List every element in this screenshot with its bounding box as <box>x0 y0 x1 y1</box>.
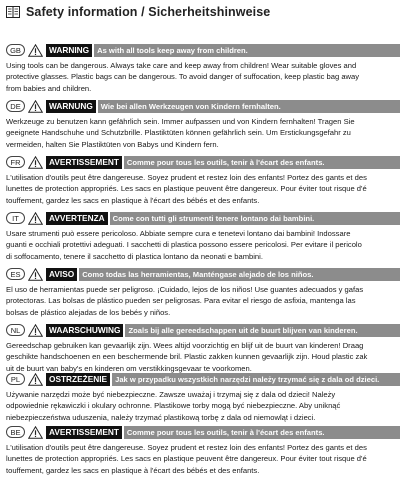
body-line: from babies and children. <box>6 83 92 93</box>
section-header <box>6 154 400 170</box>
section-body <box>6 284 400 318</box>
section-header <box>6 266 400 282</box>
section-body <box>6 228 400 262</box>
section-body <box>6 172 400 206</box>
body-line: L'utilisation d'outils peut être dangereuse. Soyez prudent et restez loin des enfants! Portez des gants et des <box>6 173 367 182</box>
body-line: protectoras. Las bolsas de plástico pueden ser peligrosas. Para evitar el riesgo de asfixia, mantenga las <box>6 296 356 306</box>
warning-triangle-icon <box>28 373 43 386</box>
body-line: geeignete Handschuhe und Schutzbrille. Plastiktüten können gefährlich sein. Um Erstickungsgefahr zu <box>6 128 351 138</box>
section-headline: Wie bei allen Werkzeugen von Kindern fernhalten. <box>98 100 400 113</box>
section-headline: As with all tools keep away from children. <box>94 44 400 57</box>
language-code: FR <box>6 156 25 168</box>
language-code: PL <box>6 373 25 385</box>
body-line: Usare strumenti può essere pericoloso. Abbiate sempre cura e tenetevi lontano dai bambini! Indossare <box>6 229 351 238</box>
body-line: bolsas de plástico alejadas de los bebés y niños. <box>6 307 171 317</box>
body-line: uit de buurt van baby's en kinderen om verstikkingsgevaar te voorkomen. <box>6 363 252 373</box>
body-line: guanti e occhiali protettivi adeguati. I sacchetti di plastica possono essere pericolosi. Per evitare il pericolo <box>6 240 362 250</box>
section-header <box>6 424 400 440</box>
safety-section-pl <box>6 371 400 423</box>
safety-section-gb <box>6 42 400 94</box>
warning-badge: AVISO <box>46 268 77 281</box>
section-body <box>6 60 400 94</box>
section-headline: Come con tutti gli strumenti tenere lontano dai bambini. <box>110 212 400 225</box>
page-header <box>6 5 270 19</box>
section-headline: Jak w przypadku wszystkich narzędzi należy trzymać się z dala od dzieci. <box>112 373 400 386</box>
warning-triangle-icon <box>28 268 43 281</box>
warning-badge: OSTRZEŻENIE <box>46 373 110 386</box>
section-headline: Comme pour tous les outils, tenir à l'écart des enfants. <box>124 426 400 439</box>
body-line: lunettes de protection appropriés. Les sacs en plastique peuvent être dangereux. Pour éviter tout risque d'é <box>6 454 367 464</box>
safety-section-nl <box>6 322 400 374</box>
safety-section-de <box>6 98 400 150</box>
safety-section-es <box>6 266 400 318</box>
warning-badge: WARNUNG <box>46 100 96 113</box>
section-body <box>6 340 400 374</box>
section-header <box>6 210 400 226</box>
body-line: vermeiden, halten Sie Plastiktüten von Babys und Kindern fern. <box>6 139 219 149</box>
warning-triangle-icon <box>28 156 43 169</box>
warning-triangle-icon <box>28 100 43 113</box>
warning-badge: AVERTISSEMENT <box>46 156 122 169</box>
body-line: niebezpieczeństwa uduszenia, należy trzymać plastikową torbę z dala od niemowląt i dzieci. <box>6 412 316 422</box>
section-body <box>6 389 400 423</box>
language-code: GB <box>6 44 25 56</box>
warning-triangle-icon <box>28 324 43 337</box>
language-code: DE <box>6 100 25 112</box>
warning-triangle-icon <box>28 212 43 225</box>
body-line: touffement, gardez les sacs en plastique à l'écart des bébés et des enfants. <box>6 465 260 475</box>
body-line: El uso de herramientas puede ser peligroso. ¡Cuidado, lejos de los niños! Use guantes adecuados y gafas <box>6 285 364 294</box>
section-header <box>6 322 400 338</box>
section-headline: Zoals bij alle gereedschappen uit de buurt blijven van kinderen. <box>125 324 400 337</box>
warning-badge: AVERTISSEMENT <box>46 426 122 439</box>
body-line: lunettes de protection appropriés. Les sacs en plastique peuvent être dangereux. Pour éviter tout risque d'é <box>6 184 367 194</box>
body-line: Using tools can be dangerous. Always take care and keep away from children! Wear suitable gloves and <box>6 61 357 70</box>
language-code: IT <box>6 212 25 224</box>
body-line: touffement, gardez les sacs en plastique à l'écart des bébés et des enfants. <box>6 195 260 205</box>
language-code: ES <box>6 268 25 280</box>
body-line: L'utilisation d'outils peut être dangereuse. Soyez prudent et restez loin des enfants! Portez des gants et des <box>6 443 367 452</box>
language-code: BE <box>6 426 25 438</box>
body-line: odpowiednie rękawiczki i okulary ochronne. Plastikowe torby mogą być niebezpieczne. Aby uniknąć <box>6 401 341 411</box>
book-icon <box>6 6 20 18</box>
warning-triangle-icon <box>28 426 43 439</box>
section-header <box>6 98 400 114</box>
section-body <box>6 116 400 150</box>
section-headline: Comme pour tous les outils, tenir à l'écart des enfants. <box>124 156 400 169</box>
body-line: geschikte handschoenen en een beschermende bril. Plastic zakken kunnen gevaarlijk zijn. Houd plastic zak <box>6 352 368 362</box>
safety-section-it <box>6 210 400 262</box>
safety-section-fr <box>6 154 400 206</box>
body-line: Gereedschap gebruiken kan gevaarlijk zijn. Wees altijd voorzichtig en blijf uit de buurt van kinderen! Draag <box>6 341 364 350</box>
section-header <box>6 42 400 58</box>
warning-badge: AVVERTENZA <box>46 212 108 225</box>
warning-triangle-icon <box>28 44 43 57</box>
section-body <box>6 442 400 476</box>
language-code: NL <box>6 324 25 336</box>
warning-badge: WAARSCHUWING <box>46 324 123 337</box>
warning-badge: WARNING <box>46 44 92 57</box>
section-header <box>6 371 400 387</box>
page-title: Safety information / Sicherheitshinweise <box>26 5 271 19</box>
body-line: di soffocamento, tenere il sacchetto di plastica lontano da neonati e bambini. <box>6 251 263 261</box>
body-line: Werkzeuge zu benutzen kann gefährlich sein. Immer aufpassen und von Kindern fernhalten! Tragen Sie <box>6 117 355 126</box>
body-line: Używanie narzędzi może być niebezpieczne. Zawsze uważaj i trzymaj się z dala od dzieci! Należy <box>6 390 336 399</box>
section-headline: Como todas las herramientas, Manténgase alejado de los niños. <box>79 268 400 281</box>
body-line: protective glasses. Plastic bags can be dangerous. To avoid danger of suffocation, keep plastic bag away <box>6 72 360 82</box>
safety-section-be <box>6 424 400 476</box>
